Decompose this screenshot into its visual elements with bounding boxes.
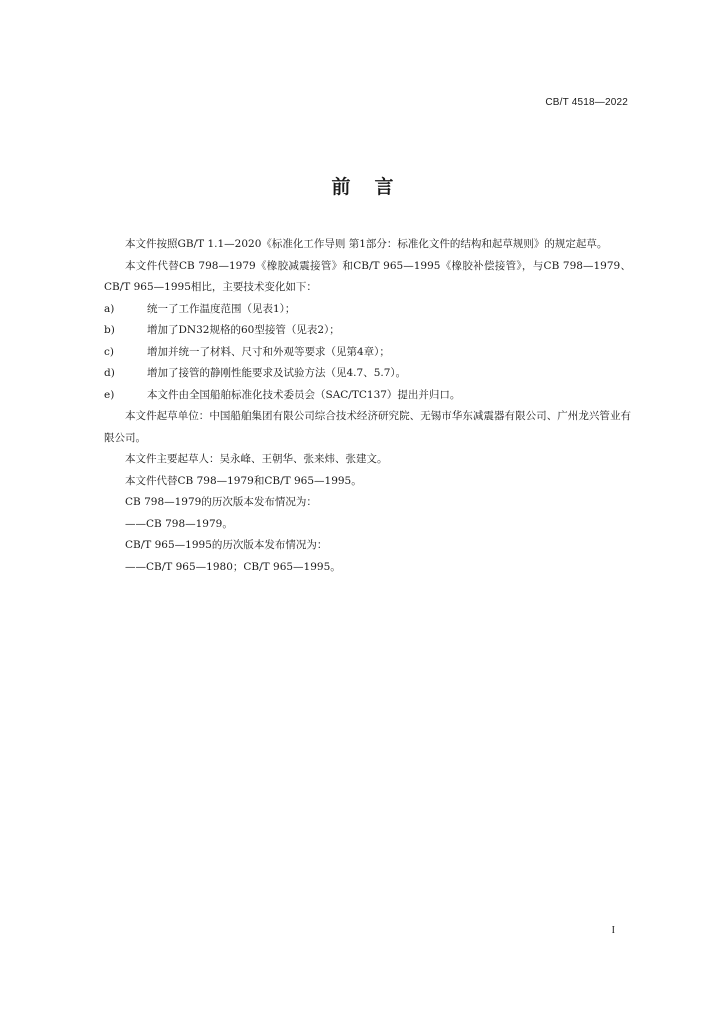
list-item-label: c) (104, 345, 114, 358)
paragraph-drafting-rule: 本文件按照GB/T 1.1—2020《标准化工作导则 第1部分：标准化文件的结构和起草规则》的规定起草。 (125, 238, 608, 250)
paragraph-drafters: 本文件主要起草人：吴永峰、王朝华、张来炜、张建文。 (125, 453, 388, 465)
paragraph-drafting-units: 本文件起草单位：中国船舶集团有限公司综合技术经济研究院、无锡市华东减震器有限公司、广州龙兴管业有限公司。 (104, 410, 631, 444)
list-item (104, 299, 631, 321)
list-item-label: d) (104, 367, 115, 379)
list-item-text: 增加并统一了材料、尺寸和外观等要求（见第4章）； (147, 345, 390, 358)
list-item-label: b) (104, 324, 115, 336)
list-item-text: 本文件由全国船舶标准化技术委员会（SAC/TC137）提出并归口。 (147, 388, 461, 401)
history-entry-cb798: ——CB 798—1979。 (125, 517, 233, 530)
history-entry-cbt965: ——CB/T 965—1980；CB/T 965—1995。 (125, 560, 341, 573)
list-item (104, 363, 631, 385)
paragraph-history-cb798: CB 798—1979的历次版本发布情况为： (125, 496, 317, 508)
document-body (104, 234, 631, 578)
list-item-label: a) (104, 302, 115, 315)
paragraph-replaces: 本文件代替CB 798—1979和CB/T 965—1995。 (125, 474, 362, 487)
paragraph-history-cbt965: CB/T 965—1995的历次版本发布情况为： (125, 539, 328, 551)
page-title: 前言 (331, 176, 418, 198)
list-item-text: 增加了DN32规格的60型接管（见表2）； (147, 324, 340, 336)
paragraph-replacement: 本文件代替CB 798—1979《橡胶减震接管》和CB/T 965—1995《橡胶补偿接管》，与CB 798—1979、CB/T 965—1995相比，主要技术变化如下： (104, 259, 631, 293)
list-item (104, 320, 631, 342)
list-item-text: 统一了工作温度范围（见表1）； (147, 302, 296, 315)
page-number: I (611, 925, 615, 936)
list-item (104, 342, 631, 364)
list-item-label: e) (104, 388, 115, 401)
list-item (104, 385, 631, 407)
standard-code: CB/T 4518—2022 (545, 97, 628, 108)
list-item-text: 增加了接管的静刚性能要求及试验方法（见4.7、5.7）。 (147, 367, 407, 379)
